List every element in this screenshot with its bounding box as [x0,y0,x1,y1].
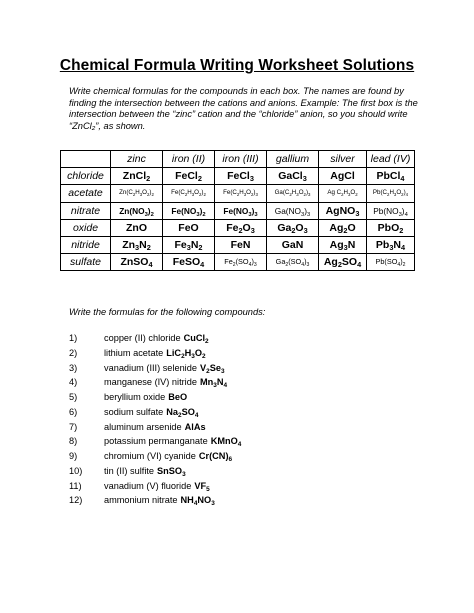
question-item [69,434,449,449]
corner-cell [61,151,111,168]
compound-name: ammonium nitrate [104,495,178,506]
compound-formula-answer: AlAs [184,421,206,432]
question-item [69,405,449,420]
cation-header: iron (II) [163,151,215,168]
compound-name: beryllium oxide [104,392,166,402]
compound-name: manganese (IV) nitride [104,377,197,388]
cation-header: iron (III) [215,151,267,168]
question-number: 12) [69,495,83,506]
formula-cell: FeCl$_2$ [163,168,215,185]
formula-cell: $Ag_2SO_4$ [319,254,367,271]
question-number: 3) [69,362,78,373]
formula-cell: $Fe_3N_2$ [163,236,215,253]
question-number: 4) [69,377,78,388]
compound-formula-answer: $Cr(CN)_6$ [198,451,233,463]
instructions-paragraph: Write chemical formulas for the compounds in each box. The names are found by finding the intersection between the cations and anions. Example: The first box is the intersection between the “zinc” cation and the “chloride” anion, so you should write “ZnCl₂”, as shown. [69,86,418,131]
question-compound [104,479,210,494]
question-number: 9) [69,451,78,461]
compound-name: potassium permanganate [104,436,208,447]
compound-name: aluminum arsenide [104,421,182,432]
question-compound [104,331,209,346]
compound-formula-answer: $LiC_2H_3O_2$ [166,347,206,360]
formula-grid [60,150,415,271]
question-item [69,449,449,464]
question-number: 1) [69,333,78,343]
question-item [69,493,449,508]
formula-cell: $Ag_3N$ [319,236,367,253]
question-item [69,361,449,376]
compound-formula-answer: $NH_4NO_3$ [180,495,215,508]
formula-cell: $Fe_2(SO_4)_3$ [215,254,267,271]
formula-cell: ZnO [111,219,163,236]
anion-row [61,185,415,202]
formula-cell: $Ga_2O_3$ [267,219,319,236]
anion-label: nitride [61,236,111,253]
formula-cell: ZnSO$_4$ [111,254,163,271]
formula-cell: $Ga(NO_3)_3$ [267,202,319,219]
question-number: 11) [69,480,82,491]
formula-cell: $Ag_2O$ [319,219,367,236]
compound-name: sodium sulfate [104,406,164,417]
formula-cell: $Pb(NO_3)_4$ [367,202,415,219]
formula-cell: PbCl$_4$ [367,168,415,185]
compound-formula-answer: $VF_5$ [194,480,210,493]
compound-name: chromium (VI) cyanide [104,451,196,461]
compound-name: copper (II) chloride [104,333,181,343]
question-item [69,331,449,346]
question-item [69,346,449,361]
question-compound [104,493,215,508]
formula-cell: $Zn(NO_3)_2$ [111,202,163,219]
compound-name: vanadium (III) selenide [104,362,197,373]
anion-row [61,219,415,236]
formula-cell: $Pb(C_2H_3O_2)_4$ [367,185,415,202]
question-item [69,375,449,390]
question-compound [104,375,227,390]
formula-cell: $Ga(C_2H_3O_2)_3$ [267,185,319,202]
compound-name: vanadium (V) fluoride [104,480,192,491]
formula-cell: $Fe(C_2H_3O_2)_3$ [215,185,267,202]
formula-cell: AgNO$_3$ [319,202,367,219]
formula-cell: $Zn(C_2H_3O_2)_2$ [111,185,163,202]
compound-formula-answer: $Na_2SO_4$ [166,406,199,419]
question-number: 5) [69,392,78,402]
question-compound [104,420,206,435]
anion-label: nitrate [61,202,111,219]
formula-cell: FeN [215,236,267,253]
anion-row [61,168,415,185]
question-compound [104,449,232,464]
questions-heading: Write the formulas for the following compounds: [69,307,266,317]
cation-header: silver [319,151,367,168]
formula-cell: $Fe_2O_3$ [215,219,267,236]
compound-name: lithium acetate [104,347,164,358]
anion-label: sulfate [61,254,111,271]
anion-label: chloride [61,168,111,185]
question-item [69,420,449,435]
compound-name: tin (II) sulfite [104,465,155,476]
formula-cell: FeO [163,219,215,236]
question-compound [104,464,186,479]
formula-cell: $Pb_3N_4$ [367,236,415,253]
question-number: 2) [69,347,78,358]
cation-header: lead (IV) [367,151,415,168]
question-compound [104,405,198,420]
question-number: 6) [69,406,78,417]
question-compound [104,361,225,376]
formula-cell: GaCl$_3$ [267,168,319,185]
formula-cell: FeSO$_4$ [163,254,215,271]
question-compound [104,346,206,361]
anion-row [61,236,415,253]
compound-formula-answer: SnSO$_3$ [157,465,186,478]
formula-cell: Ag $C_2H_3O_2$ [319,185,367,202]
formula-cell: AgCl [319,168,367,185]
anion-row [61,254,415,271]
question-compound [104,434,241,449]
worksheet-title: Chemical Formula Writing Worksheet Solutions [59,57,415,74]
question-number: 8) [69,436,78,447]
formula-cell: $Fe(NO_3)_3$ [215,202,267,219]
formula-cell: $Fe(C_2H_3O_2)_2$ [163,185,215,202]
compound-formula-answer: $V_2Se_3$ [199,362,225,375]
cation-header-row [61,151,415,168]
question-number: 10) [69,465,83,476]
formula-cell: $Zn_3N_2$ [111,236,163,253]
formula-cell: $Fe(NO_3)_2$ [163,202,215,219]
formula-cell: $Ga_2(SO_4)_3$ [267,254,319,271]
compound-formula-answer: CuCl$_2$ [183,333,209,345]
question-compound [104,390,187,405]
question-number: 7) [69,421,78,432]
question-item [69,464,449,479]
cation-header: gallium [267,151,319,168]
formula-cell: ZnCl$_2$ [111,168,163,185]
compound-formula-answer: $Mn_3N_4$ [199,377,228,390]
compound-formula-answer: BeO [168,392,188,402]
anion-label: acetate [61,185,111,202]
question-item [69,390,449,405]
questions-list [69,331,449,508]
formula-cell: FeCl$_3$ [215,168,267,185]
compound-formula-answer: KMnO$_4$ [210,436,242,449]
formula-cell: PbO$_2$ [367,219,415,236]
anion-row [61,202,415,219]
question-item [69,479,449,494]
formula-cell: $Pb(SO_4)_2$ [367,254,415,271]
anion-label: oxide [61,219,111,236]
formula-cell: GaN [267,236,319,253]
cation-header: zinc [111,151,163,168]
